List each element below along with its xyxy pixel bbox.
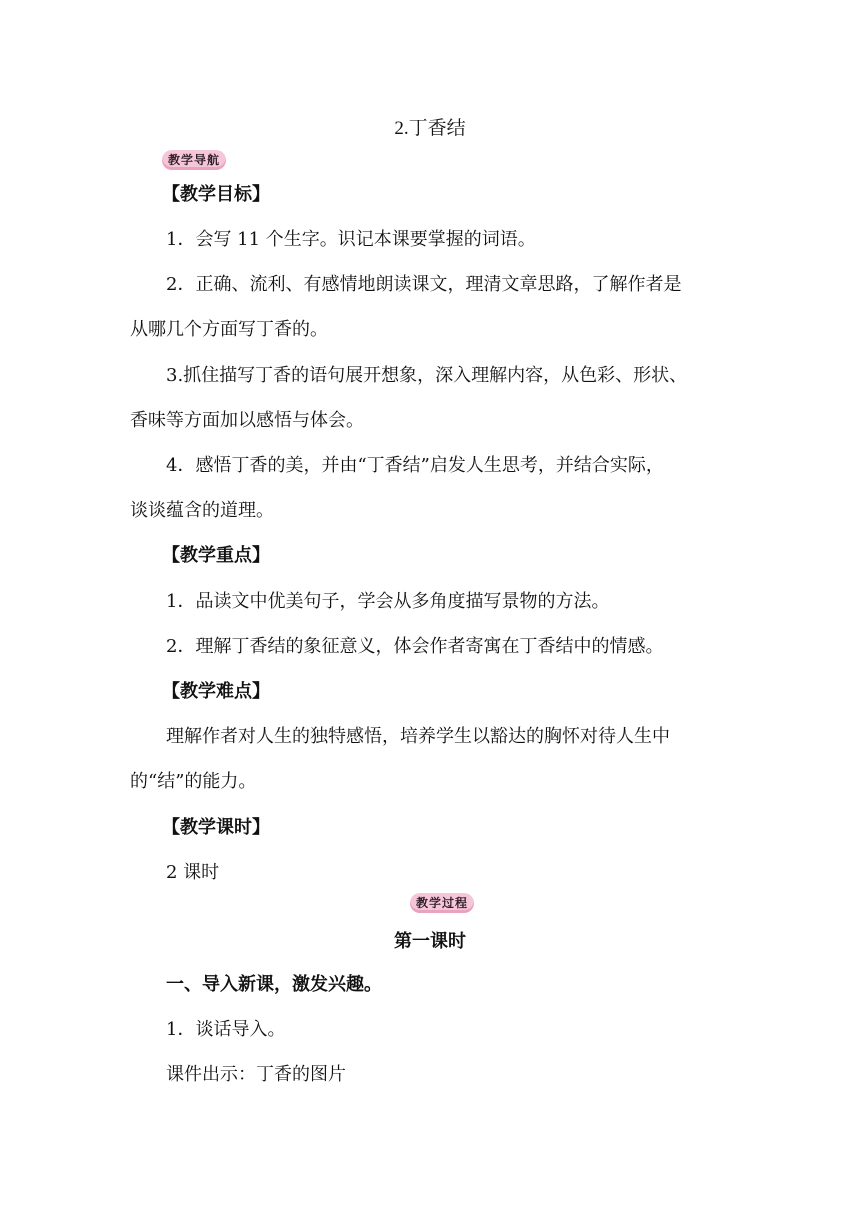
objective-line: 2．正确、流利、有感情地朗读课文，理清文章思路，了解作者是 bbox=[166, 274, 682, 295]
objective-line: 1．会写 11 个生字。识记本课要掌握的词语。 bbox=[166, 229, 536, 250]
section1-item: 课件出示：丁香的图片 bbox=[166, 1064, 346, 1085]
key-points-heading: 【教学重点】 bbox=[162, 545, 270, 566]
key-point-line: 1．品读文中优美句子，学会从多角度描写景物的方法。 bbox=[166, 591, 610, 612]
hours-heading: 【教学课时】 bbox=[162, 817, 270, 838]
teaching-process-badge: 教学过程 bbox=[410, 893, 474, 913]
difficulty-line: 理解作者对人生的独特感悟，培养学生以豁达的胸怀对待人生中 bbox=[166, 726, 670, 747]
difficulty-heading: 【教学难点】 bbox=[162, 681, 270, 702]
section1-item: 1．谈话导入。 bbox=[166, 1019, 286, 1040]
section1-heading: 一、导入新课，激发兴趣。 bbox=[166, 974, 382, 995]
key-point-line: 2．理解丁香结的象征意义，体会作者寄寓在丁香结中的情感。 bbox=[166, 636, 664, 657]
teaching-guide-badge: 教学导航 bbox=[162, 150, 226, 170]
title-text: 丁香结 bbox=[408, 117, 466, 139]
objective-line: 从哪几个方面写丁香的。 bbox=[130, 319, 328, 340]
document-title bbox=[0, 116, 860, 141]
hours-value: 2 课时 bbox=[166, 862, 220, 883]
objective-line: 香味等方面加以感悟与体会。 bbox=[130, 410, 364, 431]
title-number: 2. bbox=[394, 118, 409, 139]
objectives-heading: 【教学目标】 bbox=[162, 184, 270, 205]
difficulty-line: 的“结”的能力。 bbox=[130, 771, 257, 792]
objective-line: 4．感悟丁香的美，并由“丁香结”启发人生思考，并结合实际， bbox=[166, 455, 664, 476]
objective-line: 谈谈蕴含的道理。 bbox=[130, 500, 274, 521]
objective-line: 3.抓住描写丁香的语句展开想象，深入理解内容，从色彩、形状、 bbox=[166, 365, 688, 386]
lesson-title: 第一课时 bbox=[394, 931, 466, 952]
